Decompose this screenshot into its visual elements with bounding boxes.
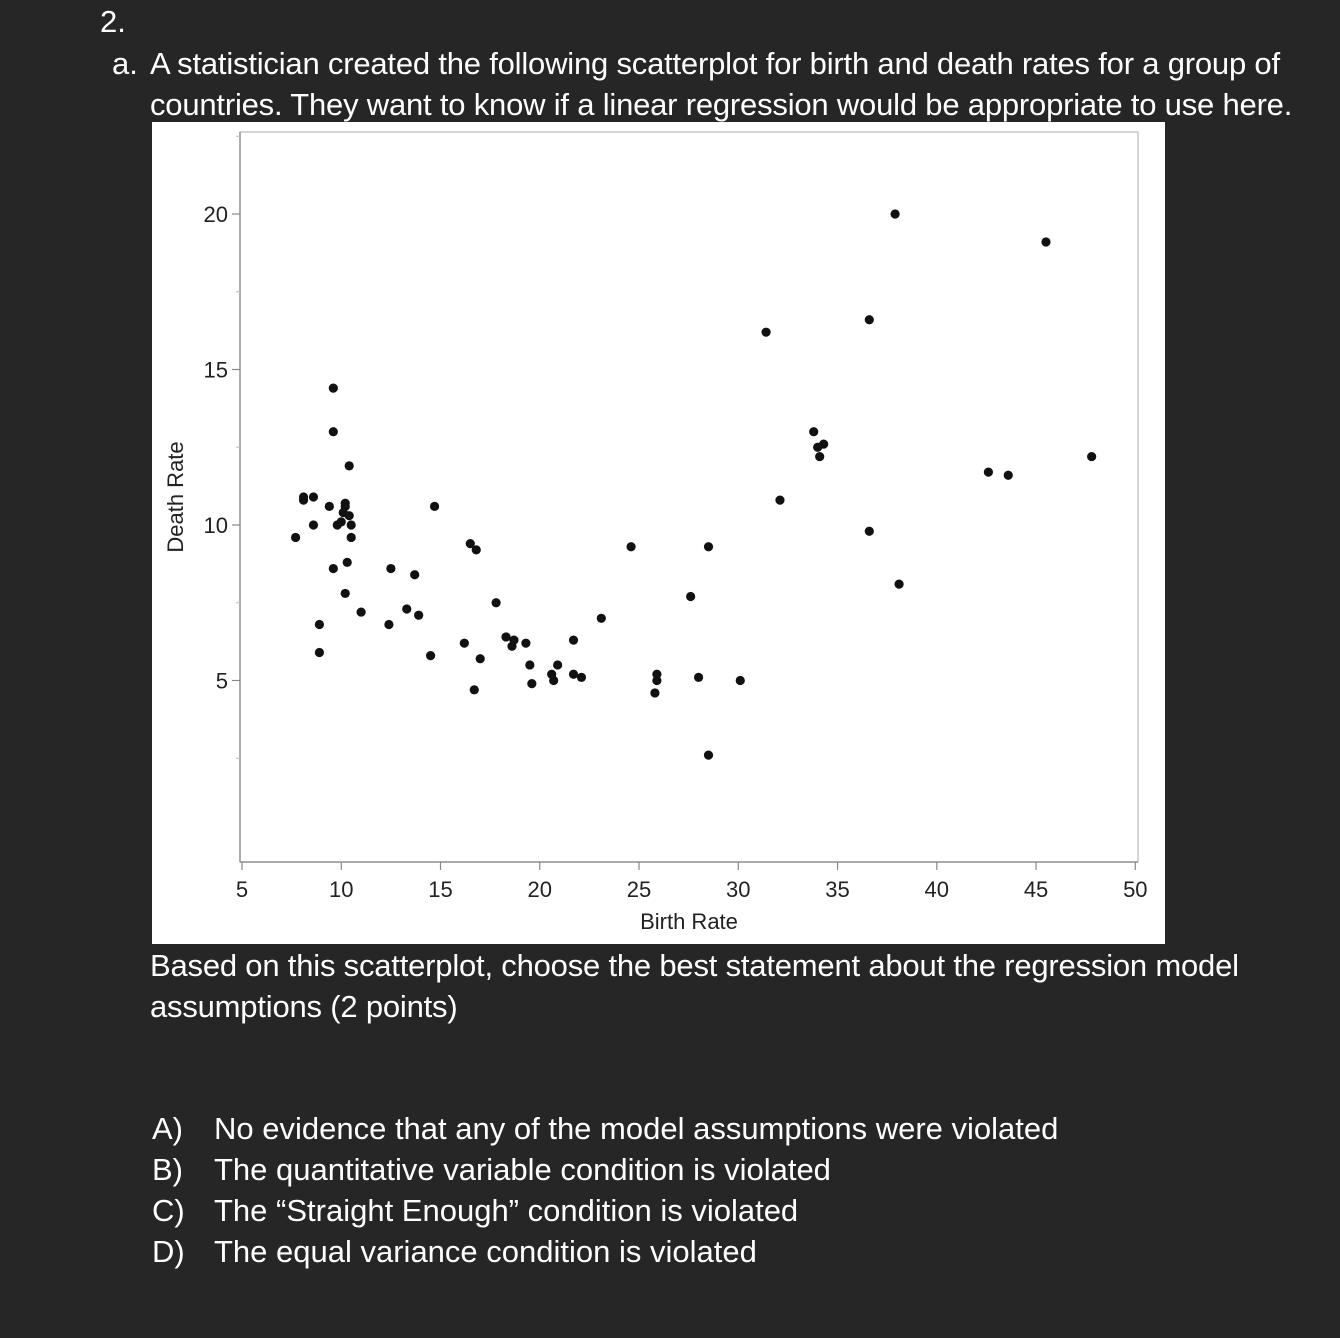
y-tick-label: 20 <box>203 202 228 227</box>
data-point <box>736 676 745 685</box>
choice-c[interactable] <box>152 1190 1058 1231</box>
choice-letter: A) <box>152 1110 183 1146</box>
choice-letter: D) <box>152 1233 185 1269</box>
data-point <box>626 542 635 551</box>
x-tick-label: 5 <box>235 877 249 902</box>
data-point <box>501 632 510 641</box>
data-point <box>553 660 562 669</box>
data-point <box>329 384 338 393</box>
data-point <box>386 564 395 573</box>
follow-line-2: assumptions (2 points) <box>150 989 458 1024</box>
x-tick-label: 20 <box>527 877 553 902</box>
follow-line-1: Based on this scatterplot, choose the best statement about the regression model <box>150 948 1239 983</box>
data-point <box>325 502 334 511</box>
x-tick-label: 25 <box>626 877 652 902</box>
data-point <box>694 673 703 682</box>
data-point <box>819 440 828 449</box>
y-axis-ticks <box>204 122 240 758</box>
data-point <box>704 751 713 760</box>
scatterplot <box>152 122 1165 944</box>
data-point <box>525 660 534 669</box>
data-point <box>891 209 900 218</box>
x-tick-label: 50 <box>1123 877 1148 902</box>
x-tick-label: 30 <box>726 877 751 902</box>
data-point <box>341 499 350 508</box>
data-point <box>491 598 500 607</box>
plot-frame <box>240 132 1138 862</box>
data-point <box>329 427 338 436</box>
data-points <box>291 122 1096 760</box>
data-point <box>865 527 874 536</box>
data-point <box>426 651 435 660</box>
data-point <box>402 604 411 613</box>
data-point <box>984 468 993 477</box>
choice-letter: C) <box>152 1192 185 1228</box>
data-point <box>299 496 308 505</box>
data-point <box>686 592 695 601</box>
x-tick-label: 10 <box>329 877 354 902</box>
data-point <box>347 533 356 542</box>
choice-letter: B) <box>152 1151 183 1187</box>
x-tick-label: 15 <box>428 877 453 902</box>
data-point <box>309 520 318 529</box>
data-point <box>291 533 300 542</box>
data-point <box>569 670 578 679</box>
data-point <box>460 639 469 648</box>
choice-b[interactable] <box>152 1149 1058 1190</box>
x-axis-label: Birth Rate <box>640 909 738 934</box>
choice-text: The “Straight Enough” condition is violated <box>214 1192 799 1228</box>
choice-text: The equal variance condition is violated <box>214 1233 757 1269</box>
data-point <box>343 558 352 567</box>
prompt-line-2: countries. They want to know if a linear regression would be appropriate to use here. <box>150 87 1293 122</box>
data-point <box>410 570 419 579</box>
choice-a[interactable] <box>152 1108 1058 1149</box>
data-point <box>577 673 586 682</box>
y-tick-label: 5 <box>215 668 228 694</box>
data-point <box>1004 471 1013 480</box>
data-point <box>509 635 518 644</box>
y-tick-label: 15 <box>203 357 228 383</box>
data-point <box>704 542 713 551</box>
x-tick-label: 45 <box>1023 877 1049 902</box>
data-point <box>650 688 659 697</box>
data-point <box>414 611 423 620</box>
answer-choices <box>152 1108 1058 1272</box>
data-point <box>345 511 354 520</box>
choice-text: The quantitative variable condition is violated <box>214 1151 831 1187</box>
x-tick-label: 35 <box>825 877 850 902</box>
data-point <box>815 452 824 461</box>
data-point <box>569 635 578 644</box>
data-point <box>775 496 784 505</box>
data-point <box>761 328 770 337</box>
data-point <box>865 315 874 324</box>
data-point <box>337 517 346 526</box>
data-point <box>430 502 439 511</box>
y-tick-label: 10 <box>203 513 228 538</box>
data-point <box>894 579 903 588</box>
data-point <box>345 461 354 470</box>
x-tick-label: 40 <box>924 877 950 902</box>
scatterplot-svg <box>152 122 1165 944</box>
data-point <box>476 654 485 663</box>
part-label: a. <box>112 46 138 81</box>
data-point <box>521 639 530 648</box>
data-point <box>315 648 324 657</box>
data-point <box>549 676 558 685</box>
data-point <box>527 679 536 688</box>
choice-text: No evidence that any of the model assumptions were violated <box>214 1110 1059 1146</box>
data-point <box>347 520 356 529</box>
data-point <box>384 620 393 629</box>
choice-d[interactable] <box>152 1231 1058 1272</box>
data-point <box>597 614 606 623</box>
data-point <box>357 607 366 616</box>
data-point <box>472 545 481 554</box>
data-point <box>1087 452 1096 461</box>
x-axis-ticks <box>236 862 1148 902</box>
data-point <box>341 589 350 598</box>
data-point <box>1041 237 1050 246</box>
data-point <box>470 685 479 694</box>
data-point <box>329 564 338 573</box>
question-number: 2. <box>100 4 126 39</box>
data-point <box>809 427 818 436</box>
data-point <box>309 492 318 501</box>
prompt-line-1: A statistician created the following scatterplot for birth and death rates for a group of <box>150 46 1280 81</box>
data-point <box>652 670 661 679</box>
y-axis-label: Death Rate <box>163 441 188 553</box>
data-point <box>315 620 324 629</box>
